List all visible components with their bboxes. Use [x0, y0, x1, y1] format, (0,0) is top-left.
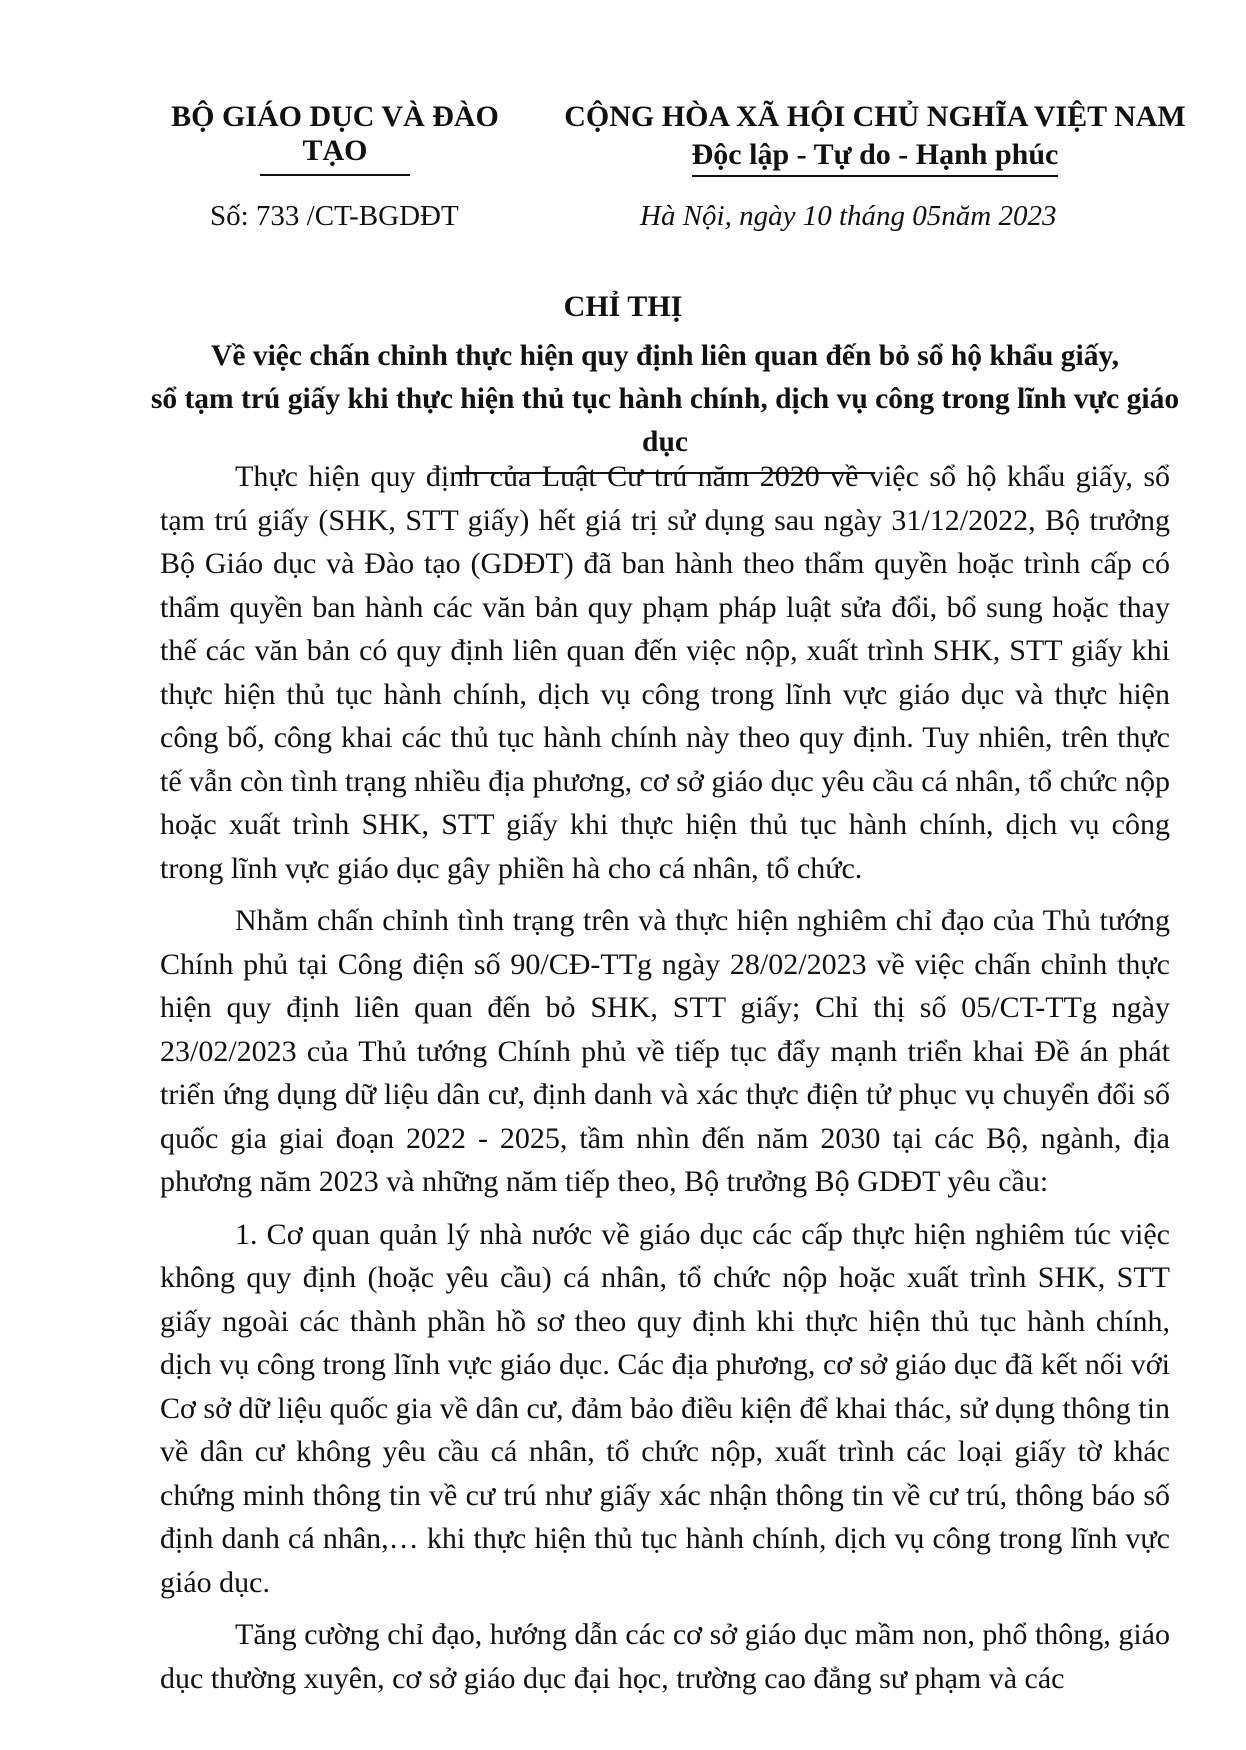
subject-line-2: sổ tạm trú giấy khi thực hiện thủ tục hành chính, dịch vụ công trong lĩnh vực giáo dục: [150, 383, 1180, 458]
body-paragraph: Tăng cường chỉ đạo, hướng dẫn các cơ sở giáo dục mầm non, phổ thông, giáo dục thường xuyên, cơ sở giáo dục đại học, trường cao đẳng sư phạm và các: [160, 1618, 1170, 1695]
place-and-date: Hà Nội, ngày 10 tháng 05năm 2023: [640, 200, 1057, 232]
body-paragraph: Thực hiện quy định của Luật Cư trú năm 2020 về việc sổ hộ khẩu giấy, sổ tạm trú giấy (SHK, STT giấy) hết giá trị sử dụng sau ngày 31/12/2022, Bộ trưởng Bộ Giáo dục và Đào tạo (GDĐT) đã ban hành theo thẩm quyền hoặc trình cấp có thẩm quyền ban hành các văn bản quy phạm pháp luật sửa đổi, bổ sung hoặc thay thế các văn bản có quy định liên quan đến việc nộp, xuất trình SHK, STT giấy khi thực hiện thủ tục hành chính, dịch vụ công trong lĩnh vực giáo dục và thực hiện công bố, công khai các thủ tục hành chính này theo quy định. Tuy nhiên, trên thực tế vẫn còn tình trạng nhiều địa phương, cơ sở giáo dục yêu cầu cá nhân, tổ chức nộp hoặc xuất trình SHK, STT giấy khi thực hiện thủ tục hành chính, dịch vụ công trong lĩnh vực giáo dục gây phiền hà cho cá nhân, tổ chức.: [160, 460, 1170, 885]
document-body: [160, 455, 1170, 1709]
body-paragraph: 1. Cơ quan quản lý nhà nước về giáo dục các cấp thực hiện nghiêm túc việc không quy định (hoặc yêu cầu) cá nhân, tổ chức nộp hoặc xuất trình SHK, STT giấy ngoài các thành phần hồ sơ theo quy định khi thực hiện thủ tục hành chính, dịch vụ công trong lĩnh vực giáo dục. Các địa phương, cơ sở giáo dục đã kết nối với Cơ sở dữ liệu quốc gia về dân cư, đảm bảo điều kiện để khai thác, sử dụng thông tin về dân cư không yêu cầu cá nhân, tổ chức nộp, xuất trình các loại giấy tờ khác chứng minh thông tin về cư trú như giấy xác nhận thông tin về cư trú, thông báo số định danh cá nhân,… khi thực hiện thủ tục hành chính, dịch vụ công trong lĩnh vực giáo dục.: [160, 1217, 1170, 1599]
document-type: CHỈ THỊ: [563, 290, 683, 323]
document-subject: [140, 335, 1190, 474]
issuing-agency-block: [140, 100, 530, 176]
subject-line-1: Về việc chấn chỉnh thực hiện quy định liên quan đến bỏ sổ hộ khẩu giấy,: [211, 340, 1119, 372]
body-paragraph: Nhằm chấn chỉnh tình trạng trên và thực hiện nghiêm chỉ đạo của Thủ tướng Chính phủ tại Công điện số 90/CĐ-TTg ngày 28/02/2023 về việc chấn chỉnh thực hiện quy định liên quan đến bỏ SHK, STT giấy; Chỉ thị số 05/CT-TTg ngày 23/02/2023 của Thủ tướng Chính phủ về tiếp tục đẩy mạnh triển khai Đề án phát triển ứng dụng dữ liệu dân cư, định danh và xác thực điện tử phục vụ chuyển đổi số quốc gia giai đoạn 2022 - 2025, tầm nhìn đến năm 2030 tại các Bộ, ngành, địa phương năm 2023 và những năm tiếp theo, Bộ trưởng Bộ GDĐT yêu cầu:: [160, 904, 1170, 1198]
national-title-block: [560, 100, 1190, 177]
national-motto: Độc lập - Tự do - Hạnh phúc: [692, 138, 1059, 177]
document-number: Số: 733 /CT-BGDĐT: [210, 200, 459, 232]
national-title: CỘNG HÒA XÃ HỘI CHỦ NGHĨA VIỆT NAM: [564, 100, 1186, 133]
issuing-agency: BỘ GIÁO DỤC VÀ ĐÀO TẠO: [171, 100, 499, 167]
agency-underline: [260, 174, 410, 176]
